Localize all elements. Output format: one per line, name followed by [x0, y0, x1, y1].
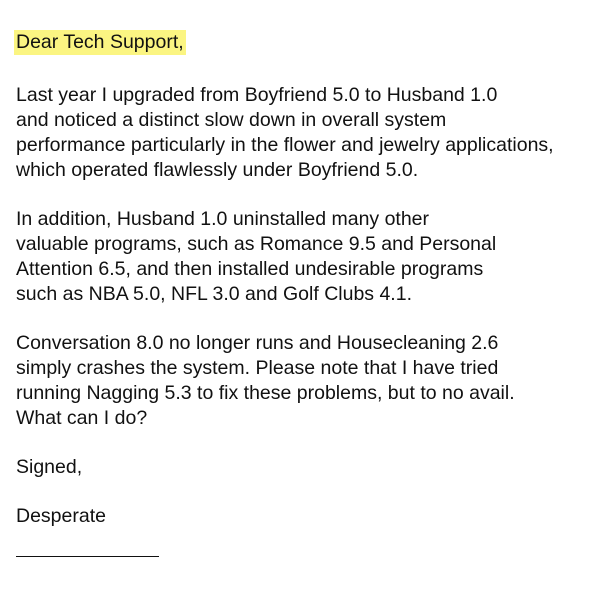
greeting-line [16, 30, 578, 55]
closing: Signed, [16, 456, 83, 478]
signer-name: Desperate [16, 505, 106, 527]
signature-line [16, 556, 159, 557]
paragraph-crashes: Conversation 8.0 no longer runs and Housecleaning 2.6 simply crashes the system. Please note that I have tried running Nagging 5.3 to fix these problems, but to no avail. What can I do? [16, 332, 515, 429]
paragraph-upgrade-complaint: Last year I upgraded from Boyfriend 5.0 to Husband 1.0 and noticed a distinct slow down in overall system performance particularly in the flower and jewelry applications, which operated flawlessly under Boyfriend 5.0. [16, 84, 554, 181]
greeting-highlighted: Dear Tech Support, [16, 31, 184, 53]
paragraph-uninstalled-programs: In addition, Husband 1.0 uninstalled many other valuable programs, such as Romance 9.5 and Personal Attention 6.5, and then installed undesirable programs such as NBA 5.0, NFL 3.0 and Golf Clubs 4.1. [16, 208, 497, 305]
